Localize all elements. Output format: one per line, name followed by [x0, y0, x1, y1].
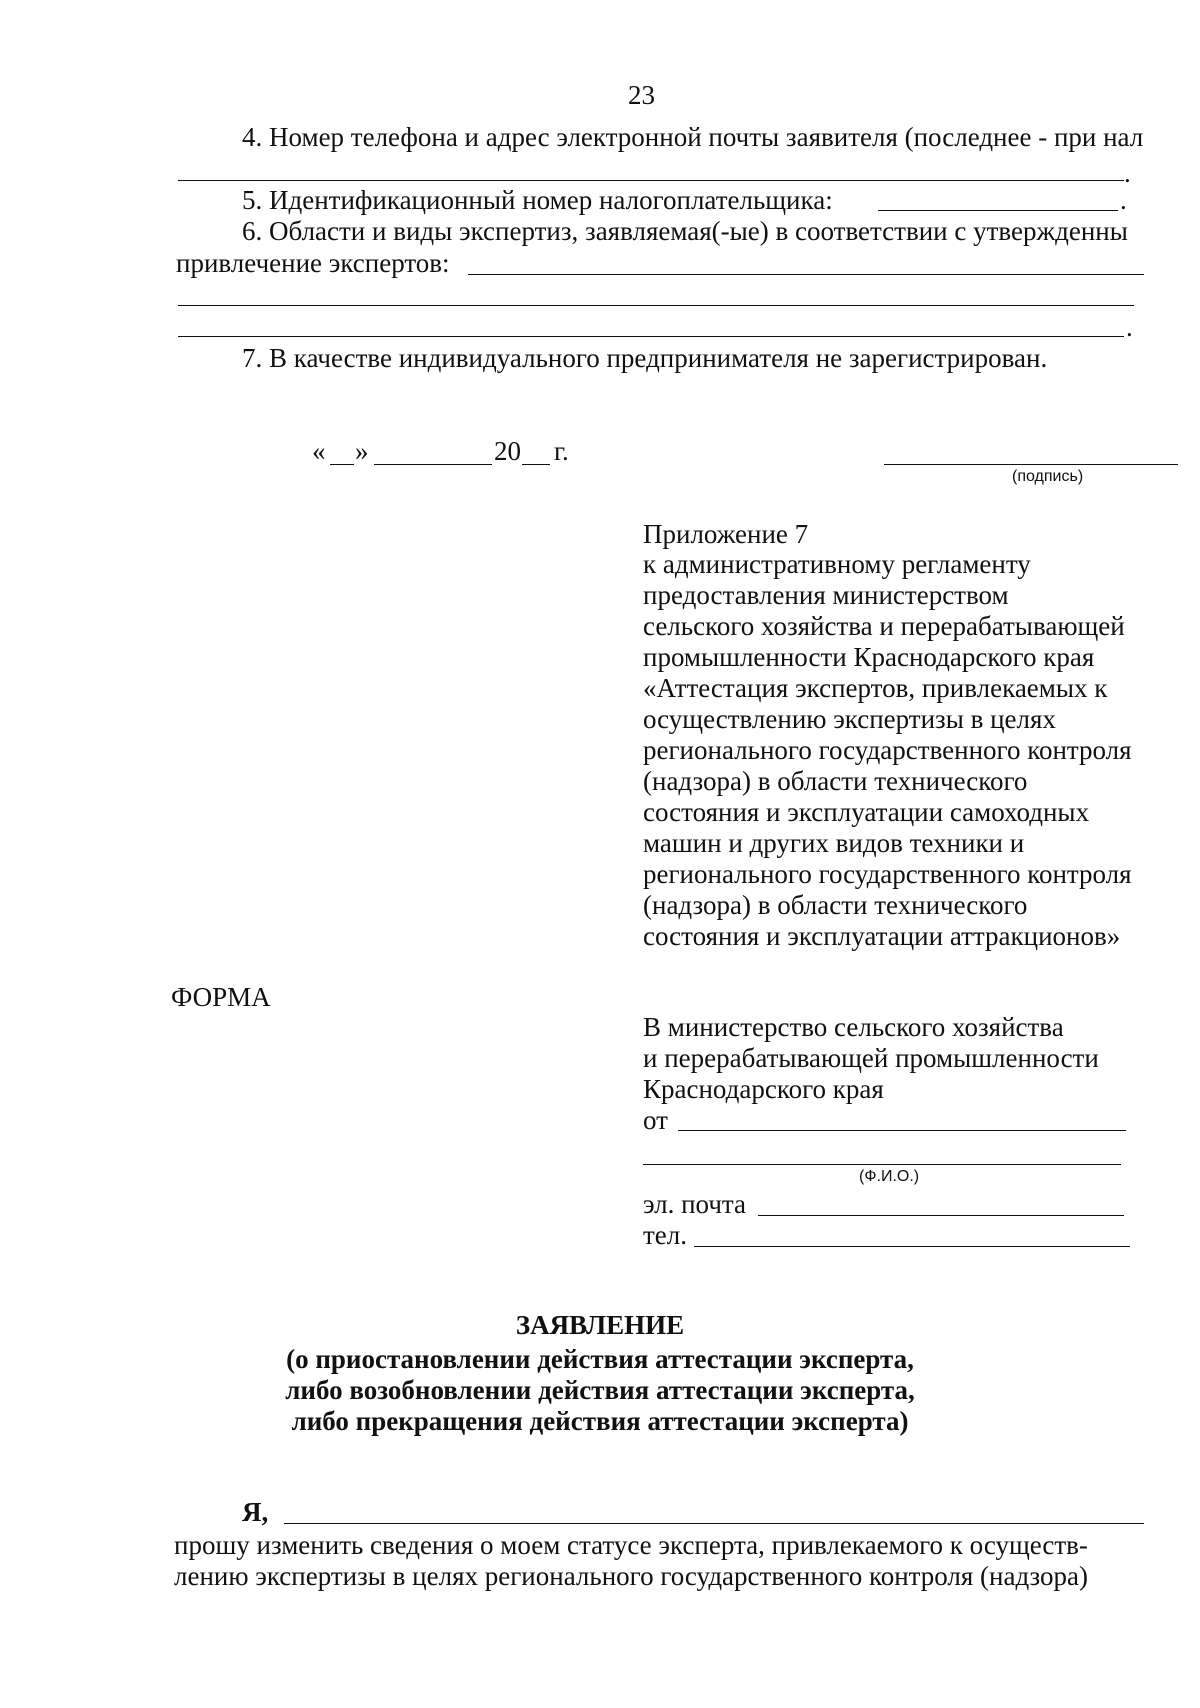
item-6-continuation: привлечение экспертов: — [176, 248, 450, 278]
form-label: ФОРМА — [171, 982, 271, 1012]
appendix-line-10: состояния и эксплуатации самоходных — [643, 797, 1090, 827]
page-number: 23 — [628, 80, 655, 110]
appendix-line-8: регионального государственного контроля — [643, 735, 1132, 765]
appendix-line-3: предоставления министерством — [643, 580, 1009, 610]
title-sub-3: либо прекращения действия аттестации эксперта) — [291, 1406, 909, 1436]
item-4-blank-line — [178, 180, 1124, 181]
addressee-fio-caption: (Ф.И.О.) — [859, 1168, 920, 1185]
appendix-line-12: регионального государственного контроля — [643, 859, 1132, 889]
addressee-line-1: В министерство сельского хозяйства — [643, 1012, 1064, 1042]
body-line-1: прошу изменить сведения о моем статусе эксперта, привлекаемого к осуществ- — [174, 1530, 1088, 1560]
date-quote-close: » — [355, 436, 369, 466]
item-6-period: . — [1126, 312, 1133, 342]
item-6-blank-line-3 — [178, 336, 1124, 337]
title-main: ЗАЯВЛЕНИЕ — [515, 1310, 685, 1340]
appendix-line-2: к административному регламенту — [643, 549, 1031, 579]
item-6-blank-line-1 — [468, 274, 1144, 275]
appendix-line-14: состояния и эксплуатации аттракционов» — [643, 921, 1121, 951]
appendix-line-4: сельского хозяйства и перерабатывающей — [643, 611, 1125, 641]
date-year-prefix: 20 — [494, 436, 521, 466]
addressee-from-label: от — [643, 1105, 668, 1135]
item-4-text: 4. Номер телефона и адрес электронной почты заявителя (последнее - при нал — [242, 122, 1144, 152]
item-5-period: . — [1120, 185, 1127, 215]
item-5-text: 5. Идентификационный номер налогоплательщика: — [242, 185, 833, 215]
body-name-blank — [284, 1523, 1144, 1524]
item-7-text: 7. В качестве индивидуального предпринимателя не зарегистрирован. — [242, 343, 1048, 373]
date-month-blank — [374, 464, 492, 465]
item-6-blank-line-2 — [178, 305, 1134, 306]
addressee-fio-blank — [643, 1164, 1121, 1165]
addressee-from-blank — [678, 1130, 1126, 1131]
date-year-blank — [522, 464, 550, 465]
addressee-email-blank — [758, 1215, 1124, 1216]
body-line-2: лению экспертизы в целях регионального государственного контроля (надзора) — [174, 1561, 1089, 1591]
addressee-line-3: Краснодарского края — [643, 1074, 884, 1104]
title-sub-1: (о приостановлении действия аттестации эксперта, — [286, 1344, 914, 1374]
appendix-line-13: (надзора) в области технического — [643, 890, 1028, 920]
addressee-line-2: и перерабатывающей промышленности — [643, 1043, 1099, 1073]
appendix-line-6: «Аттестация экспертов, привлекаемых к — [643, 673, 1108, 703]
addressee-email-label: эл. почта — [643, 1189, 747, 1219]
body-i-label: Я, — [242, 1497, 269, 1527]
addressee-phone-label: тел. — [643, 1220, 688, 1250]
signature-line — [884, 464, 1178, 465]
appendix-line-1: Приложение 7 — [643, 519, 809, 549]
item-5-blank-line — [878, 210, 1118, 211]
signature-caption: (подпись) — [1012, 468, 1084, 485]
appendix-line-9: (надзора) в области технического — [643, 766, 1028, 796]
date-day-blank — [330, 464, 354, 465]
appendix-line-7: осуществлению экспертизы в целях — [643, 704, 1056, 734]
addressee-phone-blank — [694, 1246, 1130, 1247]
appendix-line-11: машин и других видов техники и — [643, 828, 1025, 858]
date-year-suffix: г. — [554, 436, 569, 466]
title-sub-2: либо возобновлении действия аттестации эксперта, — [285, 1375, 915, 1405]
item-4-period: . — [1124, 158, 1131, 188]
item-6-text: 6. Области и виды экспертиз, заявляемая(-ые) в соответствии с утвержденны — [242, 216, 1128, 246]
date-quote-open: « — [312, 436, 326, 466]
appendix-line-5: промышленности Краснодарского края — [643, 642, 1095, 672]
